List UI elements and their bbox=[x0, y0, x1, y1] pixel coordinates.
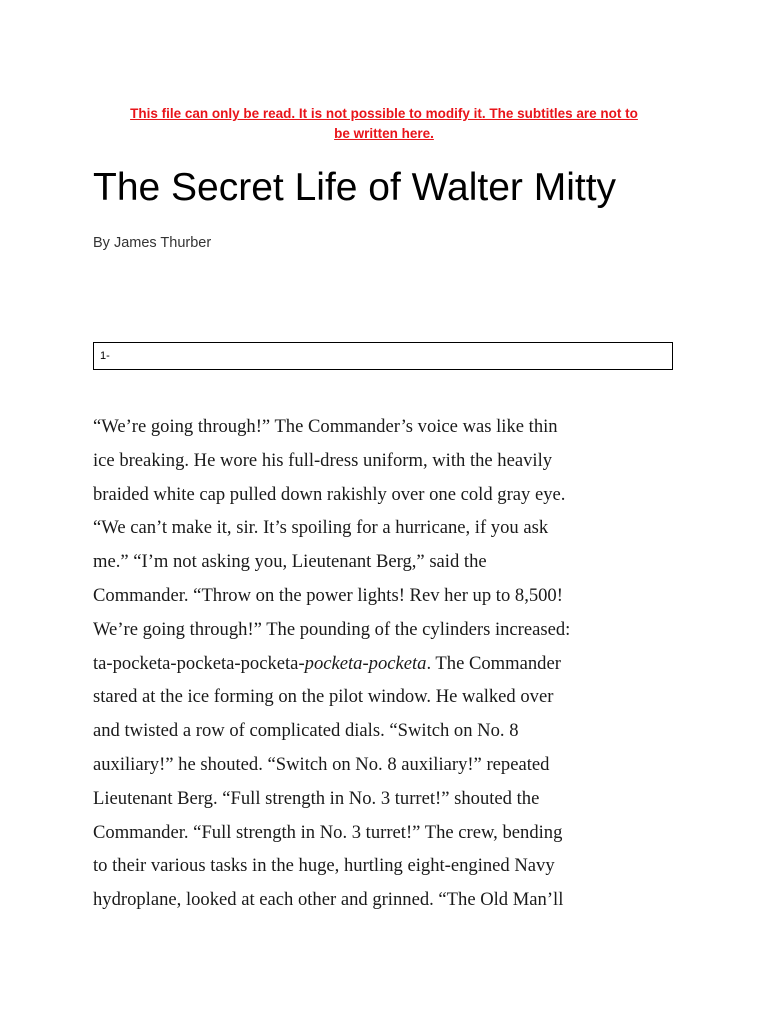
story-text bbox=[93, 410, 683, 917]
story-line: stared at the ice forming on the pilot window. He walked over bbox=[93, 686, 554, 708]
story-line: hydroplane, looked at each other and grinned. “The Old Man’ll bbox=[93, 889, 564, 911]
notice-line-1: This file can only be read. It is not possible to modify it. The subtitles are not to bbox=[130, 106, 638, 121]
story-line: “We can’t make it, sir. It’s spoiling for a hurricane, if you ask bbox=[93, 517, 549, 539]
story-line: Commander. “Full strength in No. 3 turret!” The crew, bending bbox=[93, 821, 563, 843]
story-line: to their various tasks in the huge, hurtling eight-engined Navy bbox=[93, 855, 555, 877]
notice-line-2: be written here. bbox=[334, 126, 434, 141]
story-line: and twisted a row of complicated dials. “Switch on No. 8 bbox=[93, 720, 519, 742]
story-line: We’re going through!” The pounding of the cylinders increased: bbox=[93, 618, 571, 640]
author-byline: By James Thurber bbox=[93, 235, 212, 251]
story-line: “We’re going through!” The Commander’s voice was like thin bbox=[93, 416, 558, 437]
subtitle-input-value: 1- bbox=[100, 350, 110, 362]
story-line-end: . The Commander bbox=[426, 652, 561, 674]
story-line: braided white cap pulled down rakishly over one cold gray eye. bbox=[93, 483, 566, 505]
story-line bbox=[93, 647, 683, 681]
story-line-start: ta-pocketa-pocketa-pocketa- bbox=[93, 652, 305, 674]
story-line: me.” “I’m not asking you, Lieutenant Berg,” said the bbox=[93, 551, 487, 573]
story-line: Lieutenant Berg. “Full strength in No. 3 turret!” shouted the bbox=[93, 787, 540, 809]
story-line: auxiliary!” he shouted. “Switch on No. 8 auxiliary!” repeated bbox=[93, 753, 550, 775]
read-only-notice[interactable] bbox=[92, 104, 676, 144]
story-line-italic: pocketa-pocketa bbox=[304, 652, 427, 674]
subtitle-input-field[interactable] bbox=[93, 342, 673, 370]
story-line: Commander. “Throw on the power lights! Rev her up to 8,500! bbox=[93, 584, 563, 606]
document-title: The Secret Life of Walter Mitty bbox=[93, 166, 617, 209]
story-line: ice breaking. He wore his full-dress uniform, with the heavily bbox=[93, 449, 553, 471]
